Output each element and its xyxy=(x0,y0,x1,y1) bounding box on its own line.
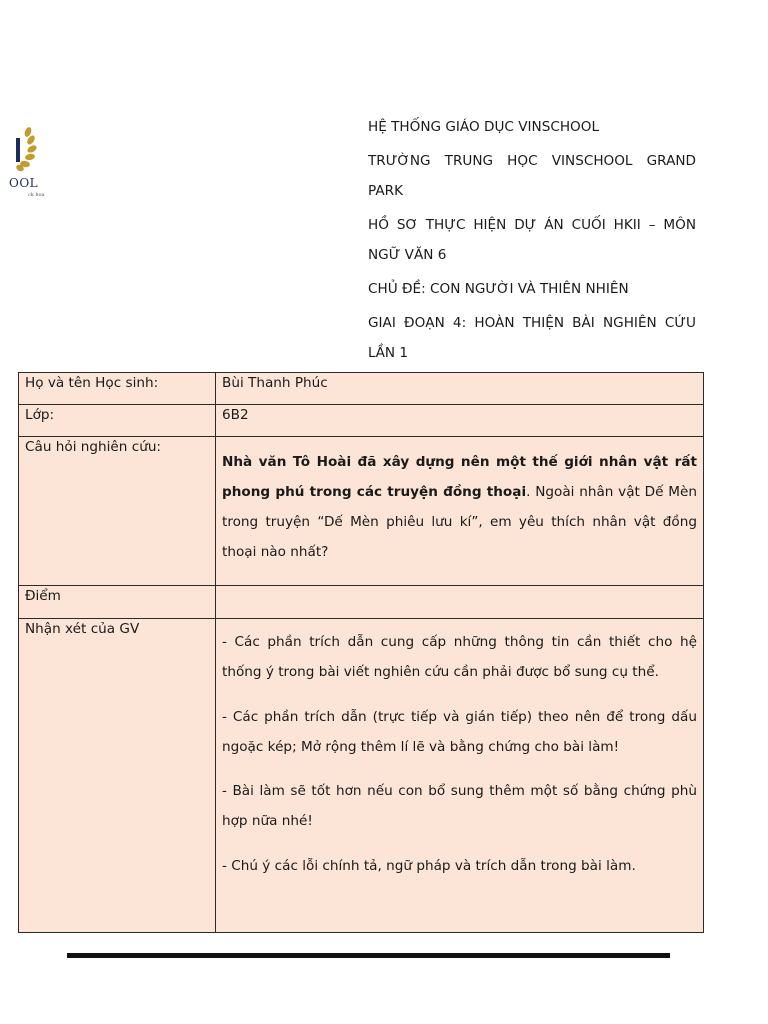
laurel-wreath-icon xyxy=(0,124,60,174)
comment-item: - Chú ý các lỗi chính tả, ngữ pháp và trích dẫn trong bài làm. xyxy=(222,857,636,874)
student-name-label-cell xyxy=(19,373,216,405)
table-row xyxy=(19,586,704,619)
comment-label: Nhận xét của GV xyxy=(25,621,140,637)
header-phase-line1: GIAI ĐOẠN 4: HOÀN THIỆN BÀI NGHIÊN CỨU xyxy=(368,315,696,331)
comment-item: - Bài làm sẽ tốt hơn nếu con bổ sung thêm một số bằng chứng phù hợp nữa nhé! xyxy=(222,783,697,830)
teacher-comments xyxy=(222,627,697,881)
score-value-cell xyxy=(216,586,704,619)
class-label-cell xyxy=(19,405,216,437)
question-value-cell xyxy=(216,437,704,586)
footer-divider xyxy=(67,953,670,958)
header-topic: CHỦ ĐỀ: CON NGƯỜI VÀ THIÊN NHIÊN xyxy=(368,281,629,297)
research-question xyxy=(222,447,697,567)
header-school-line2: PARK xyxy=(368,183,403,199)
header-system: HỆ THỐNG GIÁO DỤC VINSCHOOL xyxy=(368,119,600,135)
student-name-value-cell xyxy=(216,373,704,405)
question-label-cell xyxy=(19,437,216,586)
document-header xyxy=(368,112,696,368)
score-label: Điểm xyxy=(25,588,61,604)
header-phase-line2: LẦN 1 xyxy=(368,345,409,361)
comment-item: - Các phần trích dẫn (trực tiếp và gián tiếp) theo nên để trong dấu ngoặc kép; Mở rộng thêm lí lẽ và bằng chứng cho bài làm! xyxy=(222,708,697,755)
question-label: Câu hỏi nghiên cứu: xyxy=(25,439,162,455)
table-row xyxy=(19,373,704,405)
student-name-label: Họ và tên Học sinh: xyxy=(25,375,159,391)
logo-subtext: ck hoa xyxy=(28,192,45,198)
student-name-value: Bùi Thanh Phúc xyxy=(222,375,328,391)
class-label: Lớp: xyxy=(25,407,55,423)
logo-text: OOL xyxy=(9,176,39,190)
table-row xyxy=(19,619,704,933)
comment-value-cell xyxy=(216,619,704,933)
comment-label-cell xyxy=(19,619,216,933)
research-question-rest: . Ngoài nhân vật Dế Mèn trong truyện “Dế Mèn phiêu lưu kí”, em yêu thích nhân vật đồng thoại nào nhất? xyxy=(222,484,697,560)
logo-bar xyxy=(16,138,20,162)
table-row xyxy=(19,405,704,437)
header-project-line2: NGỮ VĂN 6 xyxy=(368,247,447,263)
school-logo xyxy=(0,124,60,204)
header-project-line1: HỒ SƠ THỰC HIỆN DỰ ÁN CUỐI HKII – MÔN xyxy=(368,217,696,233)
research-question-bold: Nhà văn Tô Hoài đã xây dựng nên một thế giới nhân vật rất phong phú trong các truyện đồng thoại xyxy=(222,454,697,500)
header-school-line1: TRƯỜNG TRUNG HỌC VINSCHOOL GRAND xyxy=(368,153,696,169)
class-value-cell xyxy=(216,405,704,437)
comment-item: - Các phần trích dẫn cung cấp những thông tin cần thiết cho hệ thống ý trong bài viết nghiên cứu cần phải được bổ sung cụ thể. xyxy=(222,634,697,680)
student-info-table xyxy=(18,372,704,933)
table-row xyxy=(19,437,704,586)
class-value: 6B2 xyxy=(222,407,249,423)
score-label-cell xyxy=(19,586,216,619)
